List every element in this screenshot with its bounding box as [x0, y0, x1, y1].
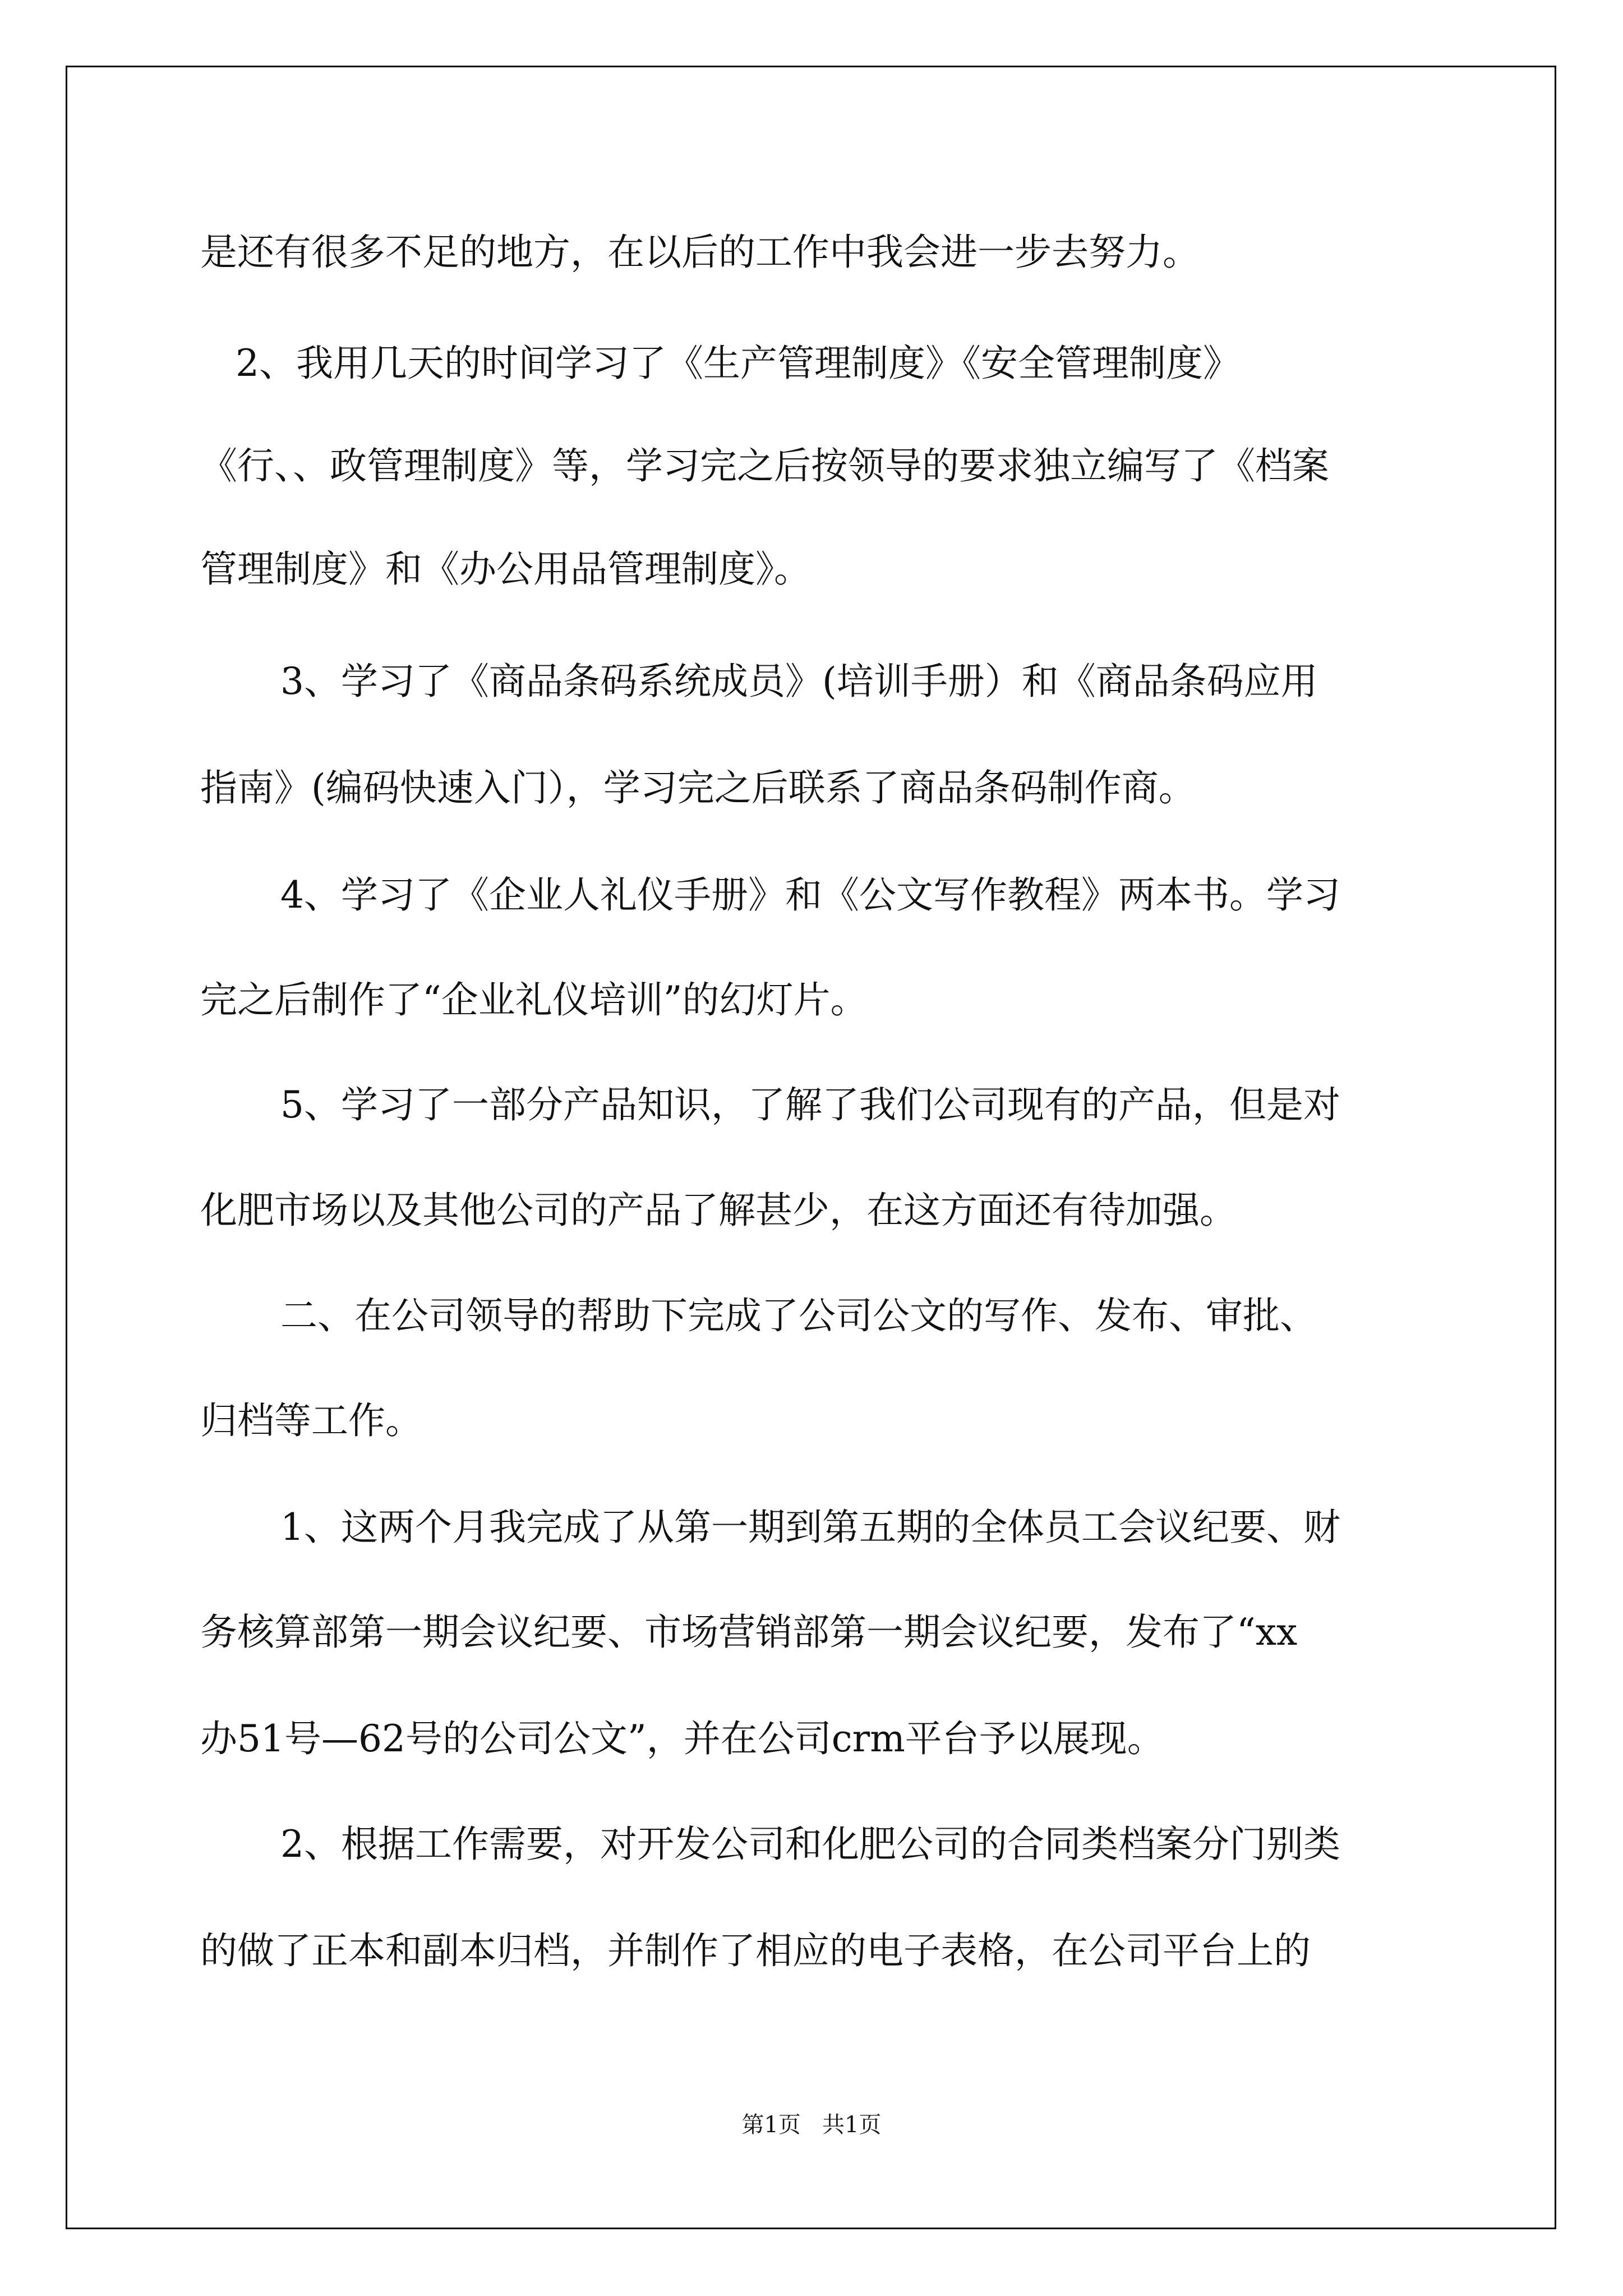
- body-line: 管理制度》和《办公用品管理制度》。: [200, 547, 811, 591]
- body-line: 5、学习了一部分产品知识，了解了我们公司现有的产品，但是对: [280, 1083, 1340, 1126]
- body-line: 的做了正本和副本归档，并制作了相应的电子表格，在公司平台上的: [200, 1929, 1311, 1972]
- body-line: 2、根据工作需要，对开发公司和化肥公司的合同类档案分门别类: [280, 1823, 1340, 1866]
- body-line: 化肥市场以及其他公司的产品了解甚少，在这方面还有待加强。: [200, 1189, 1237, 1232]
- body-line: 1、这两个月我完成了从第一期到第五期的全体员工会议纪要、财: [280, 1506, 1340, 1549]
- body-line: 二、在公司领导的帮助下完成了公司公文的写作、发布、审批、: [280, 1294, 1317, 1337]
- body-line: 归档等工作。: [200, 1399, 422, 1442]
- body-line: 务核算部第一期会议纪要、市场营销部第一期会议纪要，发布了“xx: [200, 1611, 1298, 1654]
- page-footer: 第1页 共1页: [741, 2112, 882, 2138]
- body-line: 4、学习了《企业人礼仪手册》和《公文写作教程》两本书。学习: [280, 873, 1340, 917]
- body-line: 完之后制作了“企业礼仪培训”的幻灯片。: [200, 978, 868, 1022]
- body-line: 是还有很多不足的地方，在以后的工作中我会进一步去努力。: [200, 231, 1200, 274]
- body-line: 3、学习了《商品条码系统成员》(培训手册）和《商品条码应用: [280, 660, 1318, 703]
- body-line: 《行、、政管理制度》等，学习完之后按领导的要求独立编写了《档案: [200, 444, 1329, 487]
- body-line: 办51号—62号的公司公文”，并在公司crm平台予以展现。: [200, 1717, 1164, 1760]
- body-line: 指南》(编码快速入门），学习完之后联系了商品条码制作商。: [200, 766, 1196, 809]
- body-line: 2、我用几天的时间学习了《生产管理制度》《安全管理制度》: [236, 342, 1240, 385]
